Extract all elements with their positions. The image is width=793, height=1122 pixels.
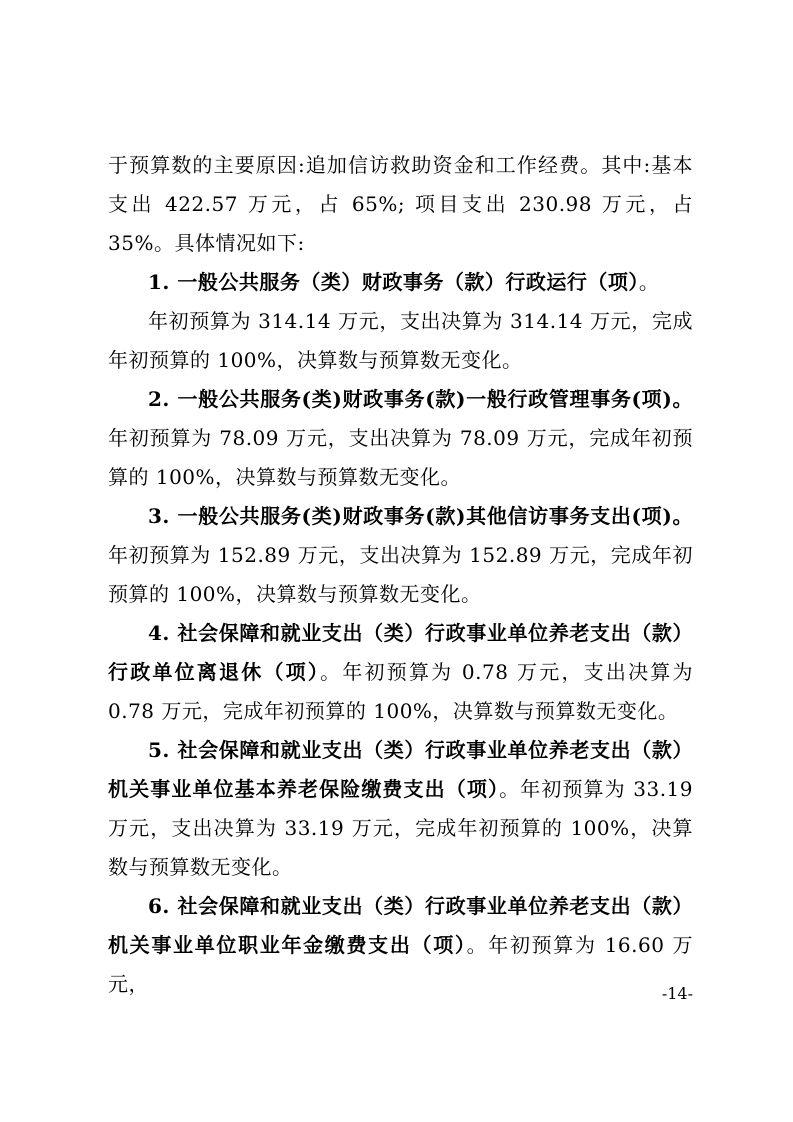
paragraph-2-heading: 1. 一般公共服务（类）财政事务（款）行政运行（项） (148, 270, 639, 294)
paragraph-3-text: 年初预算为 314.14 万元，支出决算为 314.14 万元，完成年初预算的 100%，决算数与预算数无变化。 (108, 309, 693, 372)
paragraph-7-heading: 5. 社会保障和就业支出（类）行政事业单位养老支出（款）机关事业单位基本养老保险缴费支出（项） (108, 738, 693, 801)
paragraph-8-text: 。年初预算为 16.60 万元， (108, 933, 693, 996)
body-text (108, 146, 693, 1004)
paragraph-2-text: 。 (638, 270, 660, 294)
page-number: -14- (661, 984, 693, 1003)
paragraph-4-heading: 2. 一般公共服务(类)财政事务(款)一般行政管理事务(项)。 (148, 387, 693, 411)
paragraph-4 (108, 380, 693, 497)
paragraph-8-heading: 6. 社会保障和就业支出（类）行政事业单位养老支出（款）机关事业单位职业年金缴费支出（项） (108, 894, 693, 957)
paragraph-6-heading: 4. 社会保障和就业支出（类）行政事业单位养老支出（款）行政单位离退休（项） (108, 621, 693, 684)
paragraph-7 (108, 731, 693, 887)
paragraph-3 (108, 302, 693, 380)
paragraph-4-text: 年初预算为 78.09 万元，支出决算为 78.09 万元，完成年初预算的 100%，决算数与预算数无变化。 (108, 426, 693, 489)
paragraph-2 (108, 263, 693, 302)
paragraph-5 (108, 497, 693, 614)
paragraph-7-text: 。年初预算为 33.19 万元，支出决算为 33.19 万元，完成年初预算的 100%，决算数与预算数无变化。 (108, 777, 693, 879)
paragraph-6-text: 。年初预算为 0.78 万元，支出决算为 0.78 万元，完成年初预算的 100%，决算数与预算数无变化。 (108, 660, 694, 723)
paragraph-5-heading: 3. 一般公共服务(类)财政事务(款)其他信访事务支出(项)。 (148, 504, 693, 528)
paragraph-1-text: 于预算数的主要原因:追加信访救助资金和工作经费。其中:基本支出 422.57 万元，占 65%; 项目支出 230.98 万元，占 35%。具体情况如下: (108, 153, 693, 255)
paragraph-1 (108, 146, 693, 263)
paragraph-8 (108, 887, 693, 1004)
paragraph-5-text: 年初预算为 152.89 万元，支出决算为 152.89 万元，完成年初预算的 100%，决算数与预算数无变化。 (108, 543, 693, 606)
paragraph-6 (108, 614, 693, 731)
